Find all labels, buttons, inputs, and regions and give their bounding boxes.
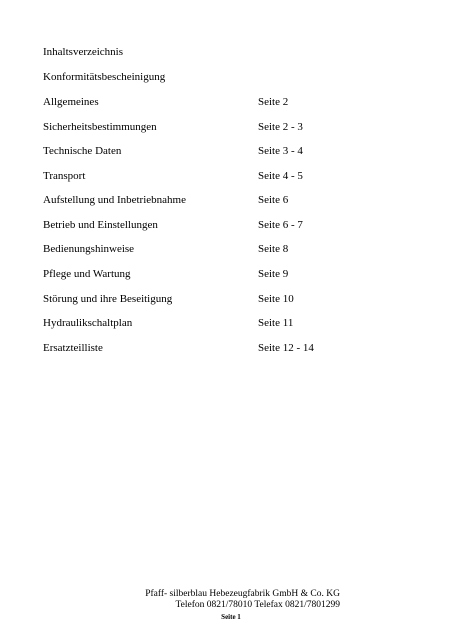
toc-entry xyxy=(43,170,373,183)
toc-entry-page: Seite 10 xyxy=(258,293,294,305)
toc-entry-title: Allgemeines xyxy=(43,96,99,108)
toc-entry-page: Seite 6 xyxy=(258,194,289,206)
toc-entry-title: Aufstellung und Inbetriebnahme xyxy=(43,194,186,206)
toc-entry xyxy=(43,243,373,256)
toc-entry-title: Bedienungshinweise xyxy=(43,243,135,255)
toc-entry xyxy=(43,317,373,330)
footer-company-text: Pfaff- silberblau Hebezeugfabrik GmbH & Co. KG xyxy=(145,589,340,599)
toc-entry xyxy=(43,145,373,158)
toc-entry-page: Seite 9 xyxy=(258,268,289,280)
toc-entry xyxy=(43,293,373,306)
toc-entry xyxy=(43,268,373,281)
toc-entry-page: Seite 2 - 3 xyxy=(258,121,303,133)
toc-entry-title: Transport xyxy=(43,170,86,182)
toc-entry-page: Seite 4 - 5 xyxy=(258,170,303,182)
toc-entry xyxy=(43,342,373,355)
toc-entry xyxy=(43,194,373,207)
toc-entry-title: Störung und ihre Beseitigung xyxy=(43,293,173,305)
conformity-heading: Konformitätsbescheinigung xyxy=(43,71,166,83)
page-number xyxy=(0,613,452,622)
toc-entry-page: Seite 6 - 7 xyxy=(258,219,303,231)
toc-entry xyxy=(43,96,373,109)
toc-entry-title: Pflege und Wartung xyxy=(43,268,131,280)
toc-entry-title: Betrieb und Einstellungen xyxy=(43,219,158,231)
contents-heading: Inhaltsverzeichnis xyxy=(43,46,124,58)
toc-entry-title: Technische Daten xyxy=(43,145,122,157)
footer-contact-text: Telefon 0821/78010 Telefax 0821/7801299 xyxy=(175,600,340,610)
toc-entry-title: Hydraulikschaltplan xyxy=(43,317,133,329)
toc-entry xyxy=(43,219,373,232)
toc-entry-page: Seite 11 xyxy=(258,317,294,329)
toc-entry-page: Seite 12 - 14 xyxy=(258,342,314,354)
page-number-label: Seite 1 xyxy=(221,613,241,621)
toc-entry-title: Ersatzteilliste xyxy=(43,342,103,354)
toc-entry-page: Seite 8 xyxy=(258,243,289,255)
toc-entry xyxy=(43,121,373,134)
toc-entry-title: Sicherheitsbestimmungen xyxy=(43,121,157,133)
toc-entry-page: Seite 2 xyxy=(258,96,289,108)
toc-entry-page: Seite 3 - 4 xyxy=(258,145,303,157)
